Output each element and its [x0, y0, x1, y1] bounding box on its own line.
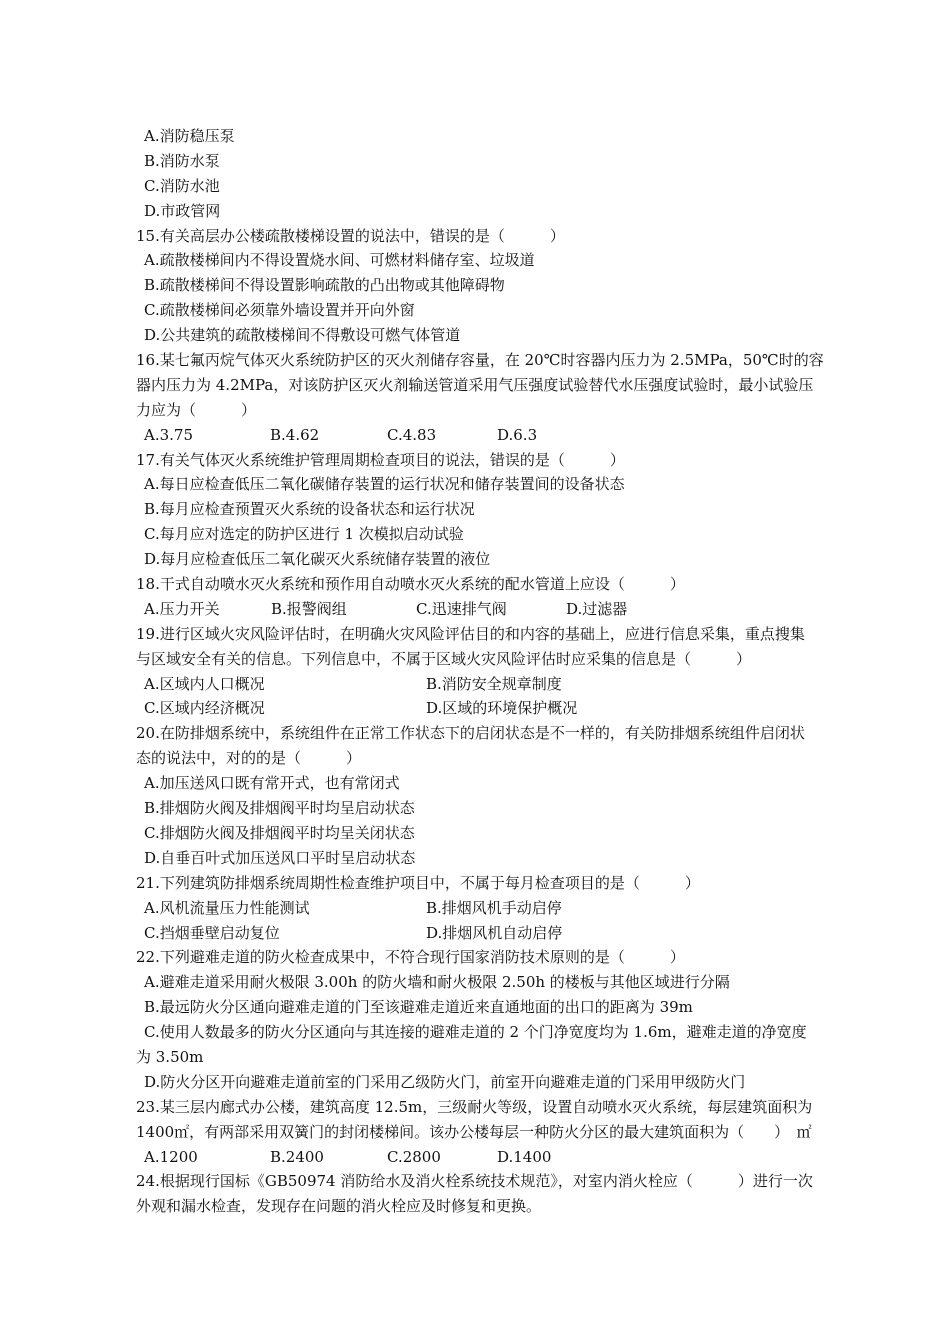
block-q20-q21	[136, 721, 882, 895]
answer-option: C.使用人数最多的防火分区通向与其连接的避难走道的 2 个门净宽度均为 1.6m，避难走道的净宽度	[144, 1023, 807, 1042]
q18-options	[136, 597, 882, 622]
text-continuation: 力应为（ ）	[136, 400, 257, 419]
question-stem: 16.某七氟丙烷气体灭火系统防护区的灭火剂储存容量，在 20℃时容器内压力为 2.5MPa，50℃时的容	[136, 351, 824, 370]
question-stem: 22.下列避难走道的防火检查成果中，不符合现行国家消防技术原则的是（ ）	[136, 948, 685, 967]
text-continuation: 态的说法中，对的的是（ ）	[136, 749, 362, 768]
question-stem: 24.根据现行国标《GB50974 消防给水及消火栓系统技术规范》，对室内消火栓应（ ）进行一次	[136, 1172, 813, 1191]
q21-option-d: D.排烟风机自动启停	[426, 923, 563, 942]
q23-option-b: B.2400	[270, 1147, 324, 1166]
q19-option-d: D.区域的环境保护概况	[426, 699, 578, 718]
q21-option-b: B.排烟风机手动启停	[426, 898, 562, 917]
answer-option: D.每月应检查低压二氧化碳灭火系统储存装置的液位	[144, 550, 491, 569]
answer-option: D.防火分区开向避难走道前室的门采用乙级防火门，前室开向避难走道的门采用甲级防火门	[144, 1072, 746, 1091]
q18-option-b: B.报警阀组	[271, 599, 347, 618]
q21-options-row1	[136, 896, 882, 921]
text-continuation: 为 3.50m	[136, 1047, 204, 1066]
answer-option: B.排烟防火阀及排烟阀平时均呈启动状态	[144, 799, 415, 818]
answer-option: B.疏散楼梯间不得设置影响疏散的凸出物或其他障碍物	[144, 276, 505, 295]
q21-option-a: A.风机流量压力性能测试	[144, 898, 310, 917]
answer-option: A.疏散楼梯间内不得设置烧水间、可燃材料储存室、垃圾道	[144, 251, 535, 270]
q16-options	[136, 423, 882, 448]
answer-option: A.加压送风口既有常开式，也有常闭式	[144, 774, 400, 793]
text-continuation: 与区域安全有关的信息。下列信息中，不属于区域火灾风险评估时应采集的信息是（ ）	[136, 649, 752, 668]
question-stem: 18.干式自动喷水灭火系统和预作用自动喷水灭火系统的配水管道上应设（ ）	[136, 575, 685, 594]
q19-option-a: A.区域内人口概况	[144, 674, 265, 693]
block-q19	[136, 622, 882, 672]
text-continuation: 1400㎡，有两部采用双簧门的封闭楼梯间。该办公楼每层一种防火分区的最大建筑面积为（ ） ㎡	[136, 1122, 812, 1141]
q23-options	[136, 1145, 882, 1170]
q16-option-c: C.4.83	[387, 425, 437, 444]
q21-options-row2	[136, 921, 882, 946]
answer-option: D.公共建筑的疏散楼梯间不得敷设可燃气体管道	[144, 326, 461, 345]
q21-option-c: C.挡烟垂壁启动复位	[144, 923, 280, 942]
q18-option-c: C.迅速排气阀	[416, 599, 507, 618]
answer-option: C.每月应对选定的防护区进行 1 次模拟启动试验	[144, 525, 464, 544]
block-q14-q16	[136, 124, 882, 423]
q16-option-d: D.6.3	[497, 425, 538, 444]
answer-option: B.最远防火分区通向避难走道的门至该避难走道近来直通地面的出口的距离为 39m	[144, 998, 693, 1017]
block-q22-q23	[136, 945, 882, 1144]
answer-option: C.排烟防火阀及排烟阀平时均呈关闭状态	[144, 823, 415, 842]
answer-option: C.疏散楼梯间必须靠外墙设置并开向外窗	[144, 301, 415, 320]
q19-options-row1	[136, 672, 882, 697]
q19-options-row2	[136, 696, 882, 721]
q19-option-b: B.消防安全规章制度	[426, 674, 562, 693]
q16-option-a: A.3.75	[144, 425, 193, 444]
question-stem: 20.在防排烟系统中，系统组件在正常工作状态下的启闭状态是不一样的，有关防排烟系统组件启闭状	[136, 724, 805, 743]
q19-option-c: C.区域内经济概况	[144, 699, 265, 718]
question-stem: 19.进行区域火灾风险评估时，在明确火灾风险评估目的和内容的基础上，应进行信息采集，重点搜集	[136, 624, 805, 643]
answer-option: B.每月应检查预置灭火系统的设备状态和运行状况	[144, 500, 475, 519]
q23-option-c: C.2800	[387, 1147, 441, 1166]
answer-option: D.自垂百叶式加压送风口平时呈启动状态	[144, 848, 416, 867]
answer-option: C.消防水池	[144, 176, 220, 195]
q18-option-d: D.过滤器	[566, 599, 628, 618]
answer-option: A.避难走道采用耐火极限 3.00h 的防火墙和耐火极限 2.50h 的楼板与其他区域进行分隔	[144, 973, 730, 992]
question-stem: 15.有关高层办公楼疏散楼梯设置的说法中，错误的是（ ）	[136, 226, 565, 245]
q23-option-d: D.1400	[497, 1147, 552, 1166]
block-q24	[136, 1169, 882, 1219]
answer-option: A.消防稳压泵	[144, 127, 235, 145]
text-continuation: 器内压力为 4.2MPa，对该防护区灭火剂输送管道采用气压强度试验替代水压强度试验时，最小试验压	[136, 375, 814, 394]
answer-option: B.消防水泵	[144, 151, 220, 170]
q23-option-a: A.1200	[144, 1147, 198, 1166]
question-stem: 17.有关气体灭火系统维护管理周期检查项目的说法，错误的是（ ）	[136, 450, 625, 469]
block-q17-q18	[136, 448, 882, 597]
question-stem: 23.某三层内廊式办公楼，建筑高度 12.5m，三级耐火等级，设置自动喷水灭火系统，每层建筑面积为	[136, 1097, 813, 1116]
text-continuation: 外观和漏水检查，发现存在问题的消火栓应及时修复和更换。	[136, 1197, 542, 1216]
answer-option: A.每日应检查低压二氧化碳储存装置的运行状况和储存装置间的设备状态	[144, 475, 625, 494]
answer-option: D.市政管网	[144, 201, 221, 220]
q16-option-b: B.4.62	[270, 425, 320, 444]
q18-option-a: A.压力开关	[144, 599, 220, 618]
question-stem: 21.下列建筑防排烟系统周期性检查维护项目中，不属于每月检查项目的是（ ）	[136, 873, 700, 892]
